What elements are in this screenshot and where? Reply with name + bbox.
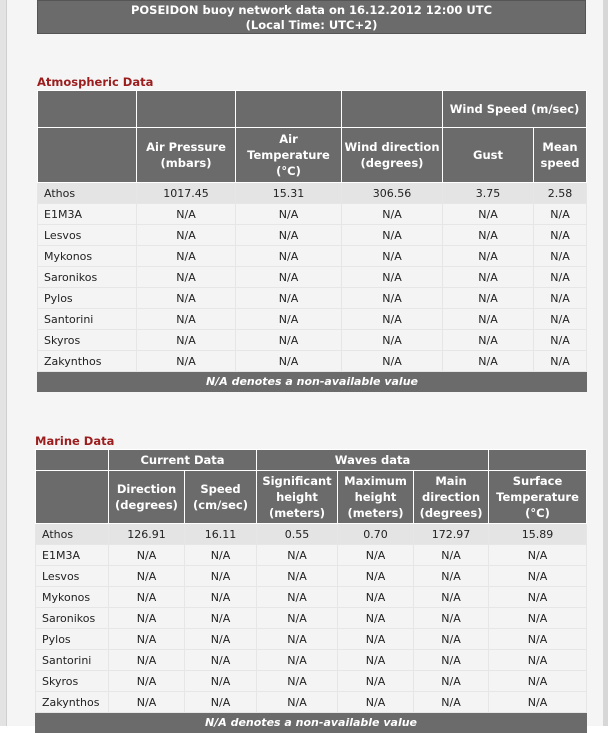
buoy-station-name: Pylos bbox=[38, 288, 137, 309]
data-cell: N/A bbox=[109, 566, 185, 587]
data-cell: N/A bbox=[109, 608, 185, 629]
data-cell: N/A bbox=[109, 545, 185, 566]
mar-col-header-6: Surface Temperature (°C) bbox=[489, 471, 587, 524]
data-cell: N/A bbox=[137, 204, 236, 225]
atm-corner-header bbox=[38, 91, 137, 128]
buoy-station-name: Mykonos bbox=[38, 246, 137, 267]
mar-col-header-3: Significant height (meters) bbox=[257, 471, 338, 524]
data-cell: N/A bbox=[338, 629, 414, 650]
data-cell: N/A bbox=[342, 225, 443, 246]
table-row bbox=[36, 587, 587, 608]
data-cell: N/A bbox=[236, 225, 342, 246]
data-cell: N/A bbox=[109, 629, 185, 650]
data-cell: N/A bbox=[443, 288, 534, 309]
buoy-station-name: Santorini bbox=[36, 650, 109, 671]
mar-col-header-5: Main direction (degrees) bbox=[414, 471, 489, 524]
mar-col-header-2: Speed (cm/sec) bbox=[185, 471, 257, 524]
data-cell: N/A bbox=[137, 267, 236, 288]
buoy-station-name: Athos bbox=[38, 183, 137, 204]
mar-col-header-1: Direction (degrees) bbox=[109, 471, 185, 524]
data-cell: N/A bbox=[414, 608, 489, 629]
data-cell: N/A bbox=[489, 692, 587, 713]
table-row bbox=[38, 246, 587, 267]
mar-col-header-0 bbox=[36, 471, 109, 524]
data-cell: N/A bbox=[489, 587, 587, 608]
atm-header-blank-1 bbox=[137, 91, 236, 128]
data-cell: N/A bbox=[257, 608, 338, 629]
data-cell: N/A bbox=[342, 288, 443, 309]
buoy-station-name: Skyros bbox=[36, 671, 109, 692]
data-cell: 16.11 bbox=[185, 524, 257, 545]
data-cell: N/A bbox=[342, 309, 443, 330]
buoy-station-name: Zakynthos bbox=[38, 351, 137, 372]
table-row bbox=[36, 608, 587, 629]
buoy-station-name: Saronikos bbox=[36, 608, 109, 629]
data-cell: 2.58 bbox=[534, 183, 587, 204]
data-cell: N/A bbox=[338, 587, 414, 608]
window-right-scroll-edge bbox=[603, 0, 608, 726]
atm-col-header-5: Mean speed bbox=[534, 128, 587, 183]
data-cell: N/A bbox=[414, 545, 489, 566]
data-cell: N/A bbox=[185, 587, 257, 608]
data-cell: N/A bbox=[414, 692, 489, 713]
data-cell: 0.70 bbox=[338, 524, 414, 545]
table-row bbox=[36, 629, 587, 650]
data-cell: N/A bbox=[109, 671, 185, 692]
data-cell: N/A bbox=[534, 288, 587, 309]
marine-section-title: Marine Data bbox=[35, 434, 115, 448]
table-row bbox=[38, 183, 587, 204]
data-cell: N/A bbox=[109, 650, 185, 671]
data-cell: N/A bbox=[414, 671, 489, 692]
buoy-station-name: Zakynthos bbox=[36, 692, 109, 713]
data-cell: 3.75 bbox=[443, 183, 534, 204]
mar-corner-header bbox=[36, 450, 109, 471]
table-row bbox=[38, 204, 587, 225]
data-cell: N/A bbox=[236, 309, 342, 330]
data-cell: N/A bbox=[443, 204, 534, 225]
buoy-station-name: Saronikos bbox=[38, 267, 137, 288]
buoy-station-name: Skyros bbox=[38, 330, 137, 351]
data-cell: N/A bbox=[414, 650, 489, 671]
data-cell: N/A bbox=[534, 204, 587, 225]
banner-local-time: (Local Time: UTC+2) bbox=[245, 18, 378, 32]
data-cell: N/A bbox=[342, 204, 443, 225]
data-cell: N/A bbox=[257, 587, 338, 608]
atm-col-header-2: Air Temperature (°C) bbox=[236, 128, 342, 183]
buoy-station-name: Lesvos bbox=[38, 225, 137, 246]
data-cell: N/A bbox=[414, 587, 489, 608]
atmospheric-data-table bbox=[37, 90, 587, 392]
data-cell: N/A bbox=[185, 650, 257, 671]
data-cell: N/A bbox=[257, 545, 338, 566]
data-cell: N/A bbox=[342, 246, 443, 267]
data-cell: N/A bbox=[534, 309, 587, 330]
data-cell: N/A bbox=[236, 204, 342, 225]
table-row bbox=[36, 524, 587, 545]
data-cell: 126.91 bbox=[109, 524, 185, 545]
atm-col-header-1: Air Pressure (mbars) bbox=[137, 128, 236, 183]
na-footnote: N/A denotes a non-available value bbox=[38, 372, 587, 392]
data-cell: N/A bbox=[534, 267, 587, 288]
buoy-station-name: Pylos bbox=[36, 629, 109, 650]
data-cell: N/A bbox=[338, 692, 414, 713]
data-cell: N/A bbox=[257, 629, 338, 650]
buoy-station-name: Athos bbox=[36, 524, 109, 545]
data-cell: N/A bbox=[236, 330, 342, 351]
table-row bbox=[36, 671, 587, 692]
data-cell: N/A bbox=[443, 330, 534, 351]
data-cell: N/A bbox=[443, 267, 534, 288]
data-cell: N/A bbox=[534, 225, 587, 246]
atm-header-blank-2 bbox=[236, 91, 342, 128]
data-cell: N/A bbox=[534, 246, 587, 267]
data-cell: N/A bbox=[257, 566, 338, 587]
footnote-row bbox=[36, 713, 587, 733]
data-cell: N/A bbox=[236, 267, 342, 288]
mar-header-waves-data: Waves data bbox=[257, 450, 489, 471]
data-cell: N/A bbox=[185, 629, 257, 650]
table-row bbox=[36, 566, 587, 587]
atm-header-wind-speed: Wind Speed (m/sec) bbox=[443, 91, 587, 128]
data-cell: N/A bbox=[489, 671, 587, 692]
data-cell: N/A bbox=[443, 225, 534, 246]
buoy-station-name: E1M3A bbox=[36, 545, 109, 566]
data-cell: N/A bbox=[185, 608, 257, 629]
na-footnote: N/A denotes a non-available value bbox=[36, 713, 587, 733]
data-cell: N/A bbox=[489, 566, 587, 587]
buoy-station-name: Mykonos bbox=[36, 587, 109, 608]
atmospheric-section-title: Atmospheric Data bbox=[37, 75, 154, 89]
data-cell: N/A bbox=[489, 545, 587, 566]
data-cell: 15.31 bbox=[236, 183, 342, 204]
mar-header-current-data: Current Data bbox=[109, 450, 257, 471]
data-cell: N/A bbox=[338, 566, 414, 587]
data-cell: N/A bbox=[137, 288, 236, 309]
data-cell: N/A bbox=[236, 351, 342, 372]
data-cell: N/A bbox=[489, 650, 587, 671]
atm-col-header-0 bbox=[38, 128, 137, 183]
page-banner bbox=[37, 0, 586, 34]
data-cell: N/A bbox=[443, 246, 534, 267]
data-cell: N/A bbox=[443, 351, 534, 372]
data-cell: 1017.45 bbox=[137, 183, 236, 204]
data-cell: 0.55 bbox=[257, 524, 338, 545]
table-row bbox=[38, 351, 587, 372]
marine-data-table bbox=[35, 449, 587, 733]
data-cell: N/A bbox=[137, 246, 236, 267]
data-cell: N/A bbox=[137, 330, 236, 351]
table-row bbox=[38, 267, 587, 288]
data-cell: N/A bbox=[534, 351, 587, 372]
atm-header-blank-3 bbox=[342, 91, 443, 128]
data-cell: 15.89 bbox=[489, 524, 587, 545]
data-cell: N/A bbox=[185, 566, 257, 587]
data-cell: N/A bbox=[137, 351, 236, 372]
data-cell: N/A bbox=[534, 330, 587, 351]
data-cell: N/A bbox=[414, 566, 489, 587]
data-cell: N/A bbox=[257, 671, 338, 692]
data-cell: N/A bbox=[338, 545, 414, 566]
banner-title: POSEIDON buoy network data on 16.12.2012 12:00 UTC bbox=[130, 3, 493, 17]
data-cell: N/A bbox=[338, 671, 414, 692]
buoy-station-name: E1M3A bbox=[38, 204, 137, 225]
data-cell: N/A bbox=[489, 608, 587, 629]
table-row bbox=[38, 288, 587, 309]
data-cell: N/A bbox=[137, 309, 236, 330]
data-cell: N/A bbox=[185, 671, 257, 692]
data-cell: N/A bbox=[338, 650, 414, 671]
data-cell: N/A bbox=[236, 288, 342, 309]
table-row bbox=[38, 309, 587, 330]
data-cell: N/A bbox=[109, 692, 185, 713]
footnote-row bbox=[38, 372, 587, 392]
data-cell: N/A bbox=[185, 545, 257, 566]
data-cell: N/A bbox=[489, 629, 587, 650]
atm-col-header-3: Wind direction (degrees) bbox=[342, 128, 443, 183]
data-cell: N/A bbox=[342, 267, 443, 288]
buoy-station-name: Santorini bbox=[38, 309, 137, 330]
table-row bbox=[36, 650, 587, 671]
data-cell: N/A bbox=[257, 650, 338, 671]
data-cell: N/A bbox=[342, 330, 443, 351]
buoy-station-name: Lesvos bbox=[36, 566, 109, 587]
data-cell: N/A bbox=[257, 692, 338, 713]
mar-header-blank bbox=[489, 450, 587, 471]
data-cell: N/A bbox=[443, 309, 534, 330]
data-cell: N/A bbox=[185, 692, 257, 713]
data-cell: N/A bbox=[338, 608, 414, 629]
table-row bbox=[36, 545, 587, 566]
table-row bbox=[38, 225, 587, 246]
table-row bbox=[38, 330, 587, 351]
mar-col-header-4: Maximum height (meters) bbox=[338, 471, 414, 524]
data-cell: N/A bbox=[414, 629, 489, 650]
atm-col-header-4: Gust bbox=[443, 128, 534, 183]
data-cell: N/A bbox=[109, 587, 185, 608]
data-cell: N/A bbox=[137, 225, 236, 246]
data-cell: 306.56 bbox=[342, 183, 443, 204]
data-cell: N/A bbox=[236, 246, 342, 267]
table-row bbox=[36, 692, 587, 713]
data-cell: N/A bbox=[342, 351, 443, 372]
data-cell: 172.97 bbox=[414, 524, 489, 545]
